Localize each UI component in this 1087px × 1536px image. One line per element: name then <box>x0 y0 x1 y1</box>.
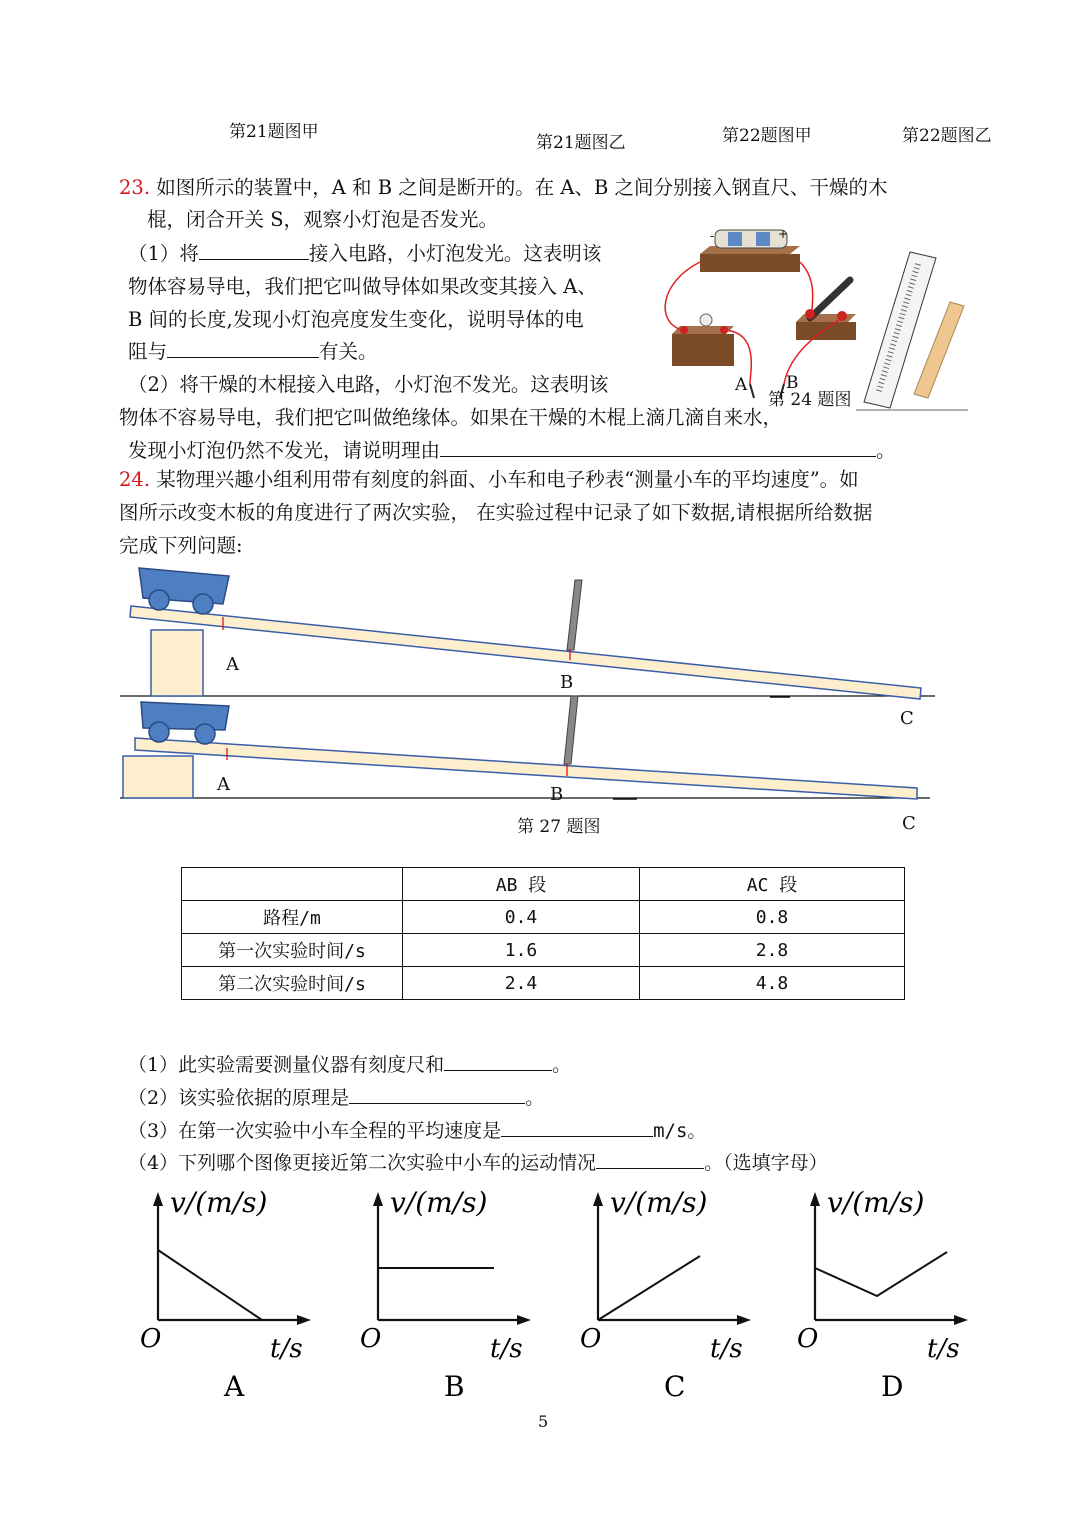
incline2-point-c: C <box>902 813 916 834</box>
sq1a: （1）此实验需要测量仪器有刻度尺和 <box>128 1054 445 1076</box>
q24-number: 24. <box>119 468 151 491</box>
q23-p1d: B 间的长度,发现小灯泡亮度发生变化，说明导体的电 <box>128 308 584 331</box>
page-number: 5 <box>538 1412 549 1431</box>
q23-stem2: 棍，闭合开关 S，观察小灯泡是否发光。 <box>147 208 499 231</box>
sq2b: 。 <box>525 1087 545 1109</box>
caption-fig22b: 第22题图乙 <box>902 126 992 146</box>
battery-box <box>700 227 800 272</box>
svg-text:+: + <box>778 227 789 241</box>
sq3a: （3）在第一次实验中小车全程的平均速度是 <box>128 1120 502 1142</box>
vt-graphs <box>120 1180 980 1405</box>
y-axis-arrow <box>373 1192 383 1206</box>
q24-stem1: 某物理兴趣小组利用带有刻度的斜面、小车和电子秒表“测量小车的平均速度”。如 <box>156 468 859 491</box>
answer-blank-1[interactable] <box>199 258 309 260</box>
table-cell: 1.6 <box>403 934 640 967</box>
q23-p2-line3 <box>128 441 896 461</box>
table-cell: 第一次实验时间/s <box>182 934 403 967</box>
vt-graph-option-b <box>360 1186 531 1403</box>
table-cell: 路程/m <box>182 901 403 934</box>
answer-blank-4[interactable] <box>444 1069 552 1071</box>
table-row <box>182 934 905 967</box>
incline2-point-a: A <box>217 774 230 795</box>
q24-stem3: 完成下列问题: <box>119 534 243 557</box>
q23-number: 23. <box>119 176 151 199</box>
x-axis-label: t/s <box>710 1334 743 1364</box>
table-header-cell: AB 段 <box>403 868 640 901</box>
incline-board-2 <box>135 738 917 799</box>
table-cell: 2.8 <box>640 934 905 967</box>
incline-board-1 <box>130 606 921 699</box>
q23-stem-line1 <box>119 178 888 198</box>
vt-graph-option-d <box>797 1186 968 1403</box>
sub-question-3 <box>128 1122 706 1141</box>
x-axis-label: t/s <box>490 1334 523 1364</box>
sq4a: （4）下列哪个图像更接近第二次实验中小车的运动情况 <box>128 1152 597 1174</box>
table-cell: 2.4 <box>403 967 640 1000</box>
q23-fig-caption: 第 24 题图 <box>768 390 852 410</box>
y-axis-label: v/(m/s) <box>390 1186 488 1219</box>
q23-p1-line1 <box>128 244 601 264</box>
cart-1 <box>139 568 229 614</box>
table-cell: 0.8 <box>640 901 905 934</box>
switch <box>796 280 856 340</box>
q23-p2c: 发现小灯泡仍然不发光，请说明理由 <box>128 439 441 462</box>
origin-label: O <box>797 1324 819 1354</box>
q24-fig-caption: 第 27 题图 <box>517 817 601 837</box>
cart-2 <box>141 702 229 744</box>
x-axis-arrow <box>954 1315 968 1325</box>
origin-label: O <box>360 1324 382 1354</box>
q23-p1a: （1）将 <box>128 242 199 265</box>
y-axis-label: v/(m/s) <box>827 1186 925 1219</box>
sub-question-4 <box>128 1154 828 1173</box>
sq3b: m/s。 <box>653 1120 707 1142</box>
option-label: B <box>444 1370 465 1403</box>
y-axis-arrow <box>593 1192 603 1206</box>
incline2-point-b: B <box>550 784 564 805</box>
wooden-stick <box>914 302 964 398</box>
vt-curve <box>158 1250 262 1320</box>
sq2a: （2）该实验依据的原理是 <box>128 1087 350 1109</box>
support-block-2 <box>123 756 193 798</box>
table-header-cell: AC 段 <box>640 868 905 901</box>
table-cell: 0.4 <box>403 901 640 934</box>
answer-blank-2[interactable] <box>167 356 319 358</box>
answer-blank-6[interactable] <box>501 1135 653 1137</box>
y-axis-arrow <box>810 1192 820 1206</box>
table-cell: 4.8 <box>640 967 905 1000</box>
answer-blank-7[interactable] <box>596 1167 704 1169</box>
vt-graph-option-c <box>580 1186 751 1403</box>
q24-stem2: 图所示改变木板的角度进行了两次实验， 在实验过程中记录了如下数据,请根据所给数据 <box>119 501 873 524</box>
origin-label: O <box>580 1324 602 1354</box>
sub-question-2 <box>128 1089 544 1108</box>
sq4b: 。（选填字母） <box>704 1152 828 1174</box>
vt-curve <box>815 1252 947 1296</box>
caption-fig22a: 第22题图甲 <box>722 126 812 146</box>
origin-label: O <box>140 1324 162 1354</box>
table-cell: 第二次实验时间/s <box>182 967 403 1000</box>
answer-blank-3[interactable] <box>440 455 876 457</box>
table-header-row <box>182 868 905 901</box>
sub-question-1 <box>128 1056 571 1075</box>
x-axis-arrow <box>297 1315 311 1325</box>
q23-p1c: 物体容易导电，我们把它叫做导体如果改变其接入 A、 <box>128 275 597 298</box>
x-axis-arrow <box>737 1315 751 1325</box>
incline1-point-c: C <box>900 708 914 729</box>
option-label: A <box>224 1370 245 1403</box>
q23-p2a: （2）将干燥的木棍接入电路，小灯泡不发光。这表明该 <box>128 373 609 396</box>
support-block-1 <box>151 630 203 696</box>
y-axis-label: v/(m/s) <box>170 1186 268 1219</box>
q23-p2d: 。 <box>876 439 896 462</box>
q23-p1f: 有关。 <box>319 340 378 363</box>
q23-p2b: 物体不容易导电，我们把它叫做绝缘体。如果在干燥的木棍上滴几滴自来水， <box>119 406 783 429</box>
x-axis-label: t/s <box>270 1334 303 1364</box>
incline1-point-a: A <box>226 654 239 675</box>
q23-p1e: 阻与 <box>128 340 168 363</box>
q23-p1-line4 <box>128 342 378 362</box>
incline-figure <box>115 562 945 810</box>
circuit-label-b: B <box>786 373 799 393</box>
answer-blank-5[interactable] <box>349 1102 525 1104</box>
x-axis-label: t/s <box>927 1334 960 1364</box>
q23-p1b: 接入电路，小灯泡发光。这表明该 <box>308 242 602 265</box>
q23-stem1: 如图所示的装置中，A 和 B 之间是断开的。在 A、B 之间分别接入钢直尺、干燥的木 <box>156 176 888 199</box>
barrier-2 <box>564 696 578 764</box>
incline1-point-b: B <box>560 672 574 693</box>
q24-stem-line1 <box>119 470 859 490</box>
bulb-base <box>672 314 734 366</box>
caption-fig21a: 第21题图甲 <box>229 122 319 142</box>
vt-graph-option-a <box>140 1186 311 1403</box>
y-axis-arrow <box>153 1192 163 1206</box>
sq1b: 。 <box>552 1054 572 1076</box>
option-label: C <box>664 1370 686 1403</box>
y-axis-label: v/(m/s) <box>610 1186 708 1219</box>
table-row <box>182 967 905 1000</box>
vt-curve <box>598 1256 700 1320</box>
caption-fig21b: 第21题图乙 <box>536 133 626 153</box>
table-header-cell <box>182 868 403 901</box>
x-axis-arrow <box>517 1315 531 1325</box>
barrier-1 <box>567 580 582 650</box>
table-row <box>182 901 905 934</box>
circuit-label-a: A <box>735 375 748 395</box>
svg-text:-: - <box>710 229 715 243</box>
option-label: D <box>881 1370 904 1403</box>
data-table <box>181 867 905 1000</box>
